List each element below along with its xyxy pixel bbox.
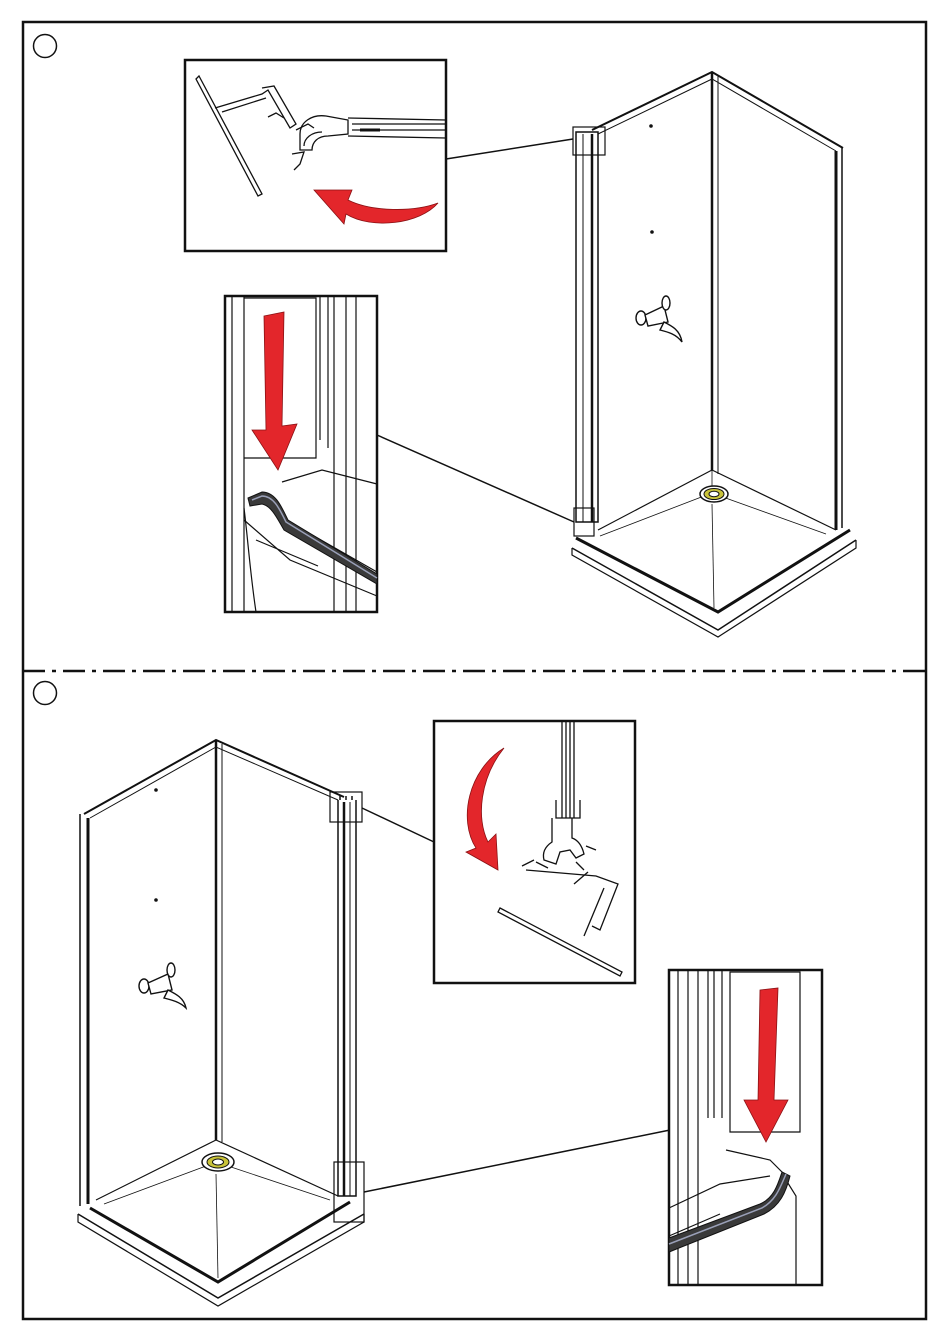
step-2-profile-detail-inset	[434, 721, 635, 983]
step-1-shower-enclosure	[572, 72, 856, 637]
step-1-profile-detail-inset	[185, 60, 446, 251]
callout-line-bottom-detail	[377, 435, 574, 522]
step-2-panel	[34, 682, 823, 1307]
step-1-number-circle	[34, 35, 57, 58]
step-2-tray-detail-inset	[669, 970, 822, 1285]
step-2-number-circle	[34, 682, 57, 705]
shower-mixer-icon	[636, 296, 682, 342]
callout-line-top-detail	[362, 808, 434, 842]
callout-line-top-detail	[446, 139, 573, 159]
drain-icon	[202, 1153, 234, 1171]
step-1-tray-detail-inset	[225, 296, 377, 612]
drain-icon	[700, 486, 728, 502]
shower-mixer-icon	[139, 963, 186, 1008]
step-2-shower-enclosure	[78, 740, 364, 1306]
callout-line-bottom-detail	[364, 1130, 670, 1192]
step-1-panel	[34, 35, 857, 638]
